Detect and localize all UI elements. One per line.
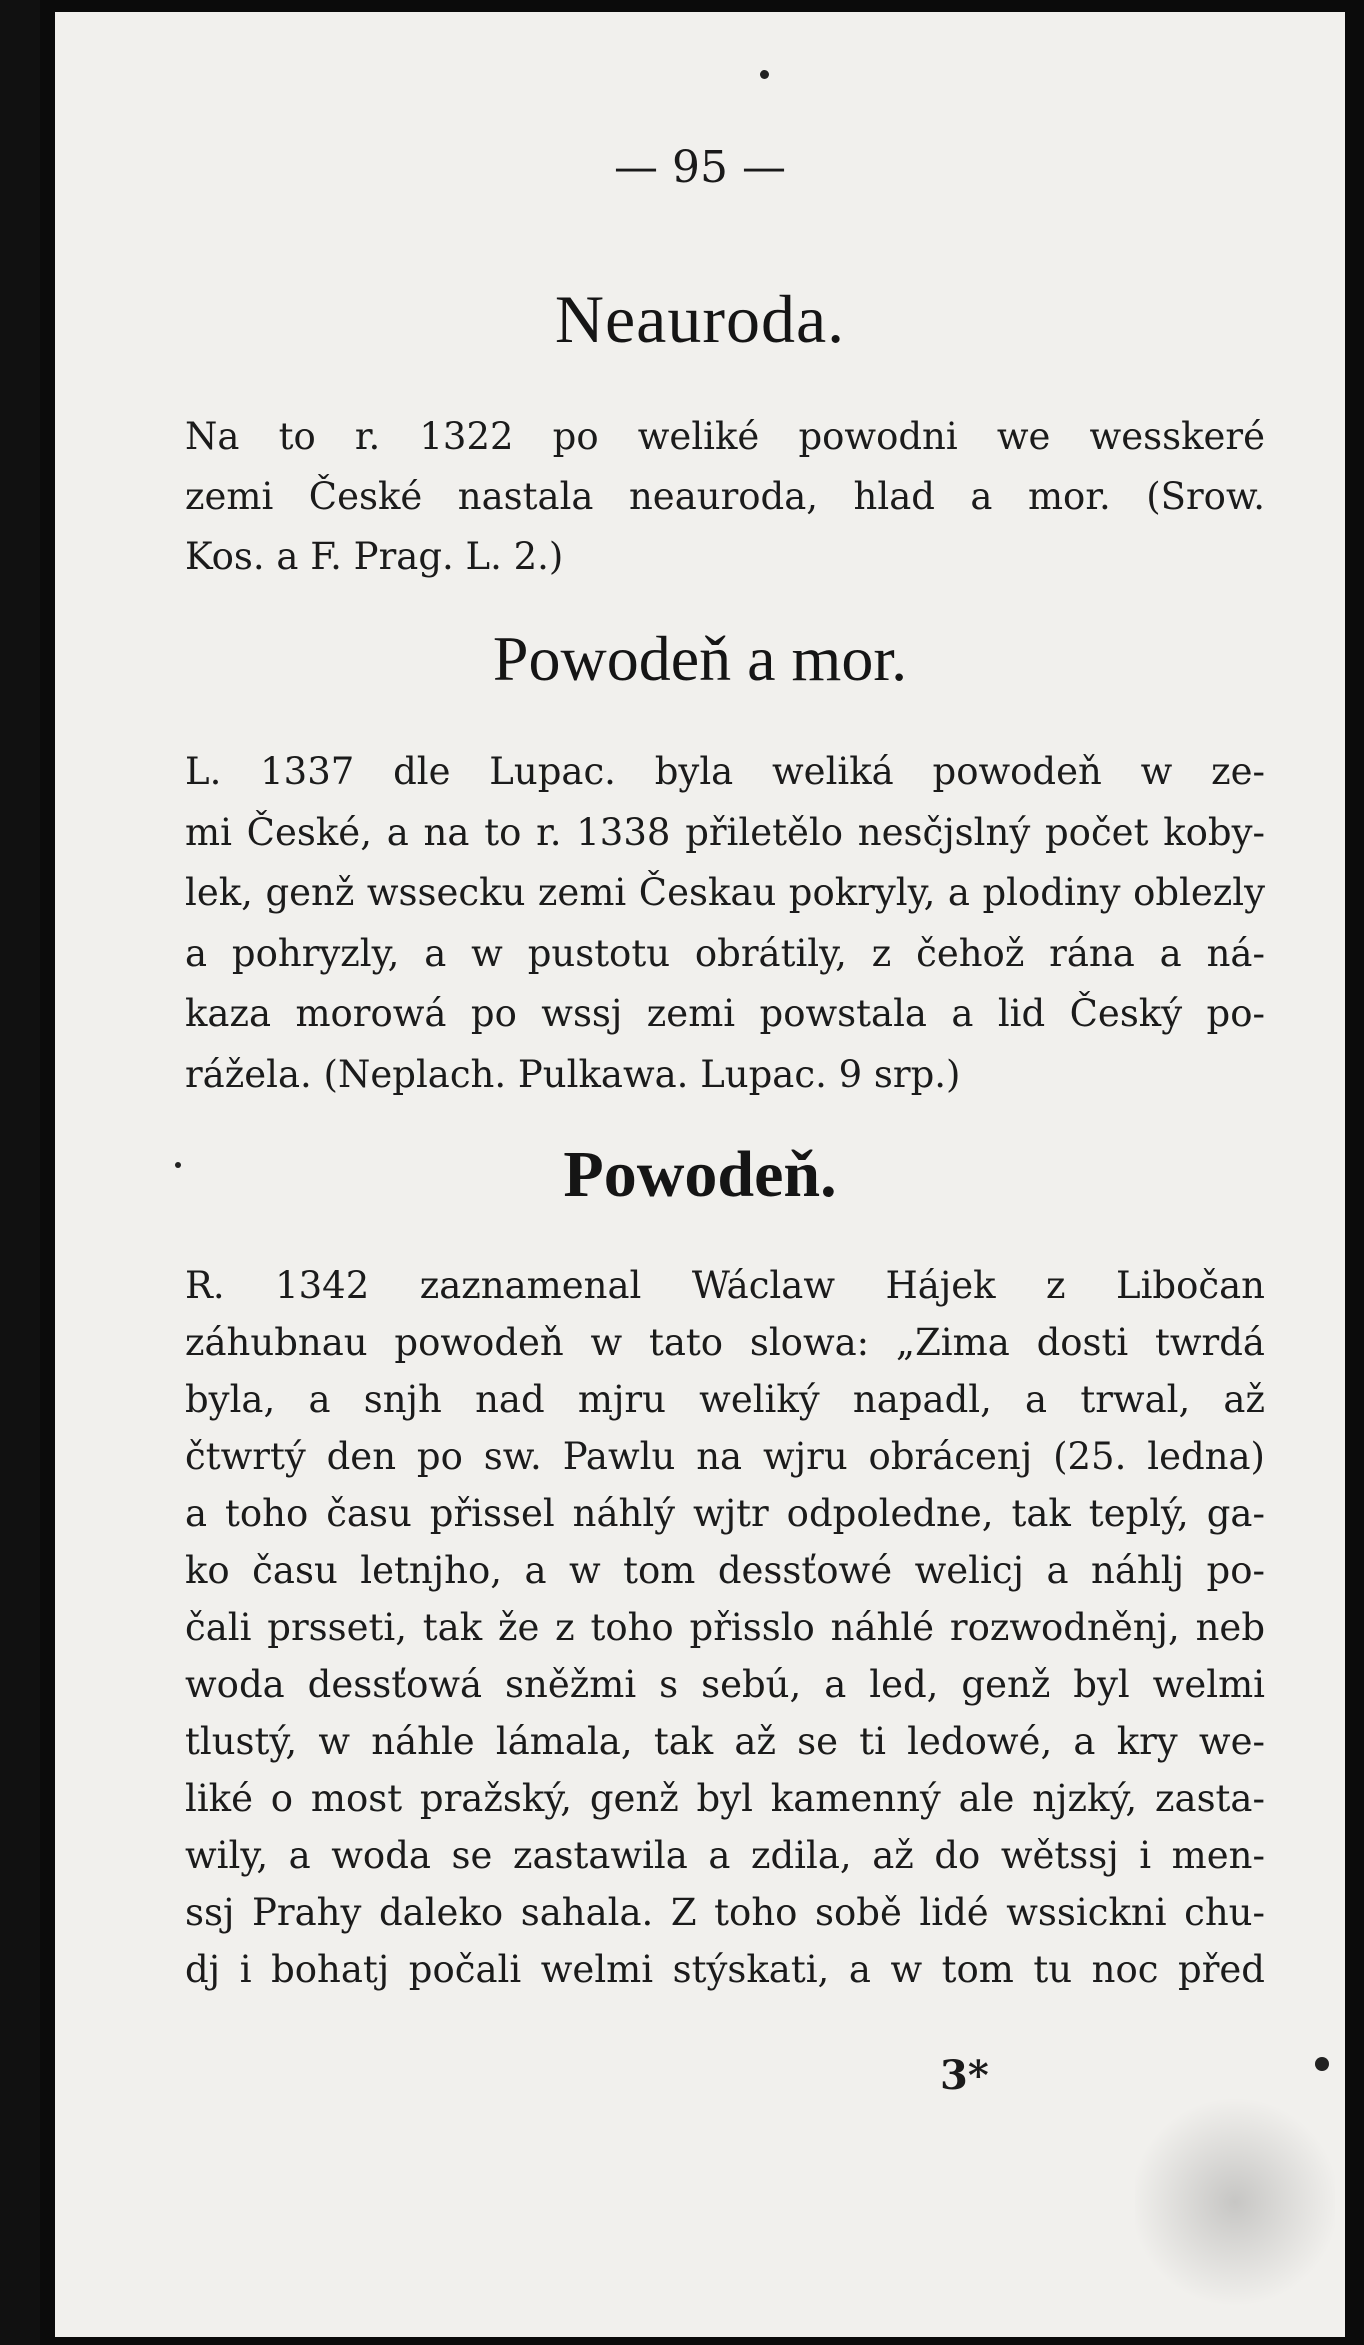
text-line: kaza morowá po wssj zemi powstala a lid Český po- — [185, 992, 1265, 1035]
text-line: tlustý, w náhle lámala, tak až se ti ledowé, a kry we- — [185, 1720, 1265, 1763]
text-line: záhubnau powodeň w tato slowa: „Zima dosti twrdá — [185, 1321, 1265, 1364]
text-line: lek, genž wssecku zemi Českau pokryly, a plodiny oblezly — [185, 871, 1265, 914]
text-line: wily, a woda se zastawila a zdila, až do wětssj i men- — [185, 1834, 1265, 1877]
signature-mark: 3* — [940, 2052, 989, 2099]
paragraph-powoden-a-mor — [185, 742, 1265, 1105]
book-gutter — [0, 0, 40, 2345]
section-title-neauroda: Neauroda. — [554, 281, 846, 357]
ink-speck — [760, 70, 769, 79]
paragraph-powoden — [185, 1257, 1265, 1998]
paper-stain — [1135, 2092, 1335, 2312]
text-line: rážela. (Neplach. Pulkawa. Lupac. 9 srp.) — [185, 1052, 961, 1096]
text-line: zemi České nastala neauroda, hlad a mor. (Srow. — [185, 475, 1265, 518]
section-title-powoden: Powodeň. — [563, 1138, 837, 1211]
text-line: Na to r. 1322 po weliké powodni we wesskeré — [185, 415, 1265, 458]
text-line: ko času letnjho, a w tom dessťowé welicj a náhlj po- — [185, 1549, 1265, 1592]
text-line: L. 1337 dle Lupac. byla weliká powodeň w ze- — [185, 750, 1265, 793]
text-line: byla, a snjh nad mjru weliký napadl, a trwal, až — [185, 1378, 1265, 1421]
text-line: a toho času přissel náhlý wjtr odpoledne, tak teplý, ga- — [185, 1492, 1265, 1535]
text-line: a pohryzly, a w pustotu obrátily, z čehož rána a ná- — [185, 931, 1265, 975]
text-line: liké o most pražský, genž byl kamenný ale njzký, zasta- — [185, 1777, 1265, 1820]
text-line: mi České, a na to r. 1338 přiletělo nesčjslný počet koby- — [185, 810, 1265, 854]
paragraph-neauroda — [185, 407, 1265, 587]
text-line: R. 1342 zaznamenal Wáclaw Hájek z Libočan — [185, 1264, 1265, 1307]
ink-speck — [1315, 2057, 1329, 2071]
page-number: — 95 — — [614, 142, 786, 193]
ink-speck — [175, 1162, 181, 1168]
text-line: ssj Prahy daleko sahala. Z toho sobě lidé wssickni chu- — [185, 1891, 1265, 1934]
book-page — [55, 12, 1345, 2337]
text-line: čtwrtý den po sw. Pawlu na wjru obrácenj (25. ledna) — [185, 1435, 1265, 1478]
text-line: woda dessťowá sněžmi s sebú, a led, genž byl welmi — [185, 1663, 1265, 1706]
text-line: čali prsseti, tak že z toho přisslo náhlé rozwodněnj, neb — [185, 1606, 1265, 1649]
text-line: Kos. a F. Prag. L. 2.) — [185, 535, 564, 578]
section-title-powoden-a-mor: Powodeň a mor. — [492, 623, 908, 694]
text-line: dj i bohatj počali welmi stýskati, a w tom tu noc před — [185, 1948, 1265, 1991]
